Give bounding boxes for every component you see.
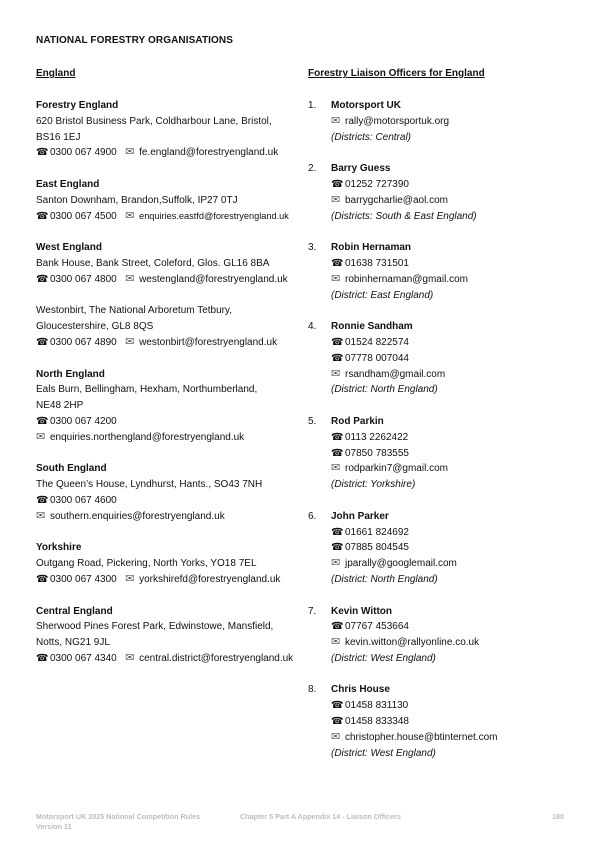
forestry-organisations-column — [36, 66, 296, 682]
org-email-link[interactable]: southern.enquiries@forestryengland.uk — [50, 510, 225, 522]
org-north-england — [36, 367, 296, 446]
org-address-line: Westonbirt, The National Arboretum Tetbury, — [36, 305, 233, 317]
org-phone: 0300 067 4340 — [50, 652, 117, 664]
officer-name: Rod Parkin — [331, 415, 384, 427]
officer-email-line — [331, 461, 578, 477]
officer-name: Motorsport UK — [331, 100, 401, 111]
phone-icon: ☎ — [36, 652, 49, 664]
officer-name: Kevin Witton — [331, 605, 393, 617]
phone-icon: ☎ — [36, 415, 49, 427]
org-contact-line — [36, 572, 296, 588]
officer-phone-line — [331, 177, 578, 193]
officer-entry — [308, 240, 578, 303]
org-contact-line — [36, 272, 296, 288]
org-central-england — [36, 604, 296, 667]
officer-email-link[interactable]: rsandham@gmail.com — [345, 368, 446, 380]
phone-icon: ☎ — [331, 526, 344, 538]
org-address-line: Gloucestershire, GL8 8QS — [36, 321, 154, 333]
org-address-line: Outgang Road, Pickering, North Yorks, YO18 7EL — [36, 558, 257, 570]
phone-icon: ☎ — [331, 621, 344, 633]
officer-phone: 01458 831130 — [345, 700, 409, 712]
org-email-line — [36, 430, 296, 446]
org-name: Central England — [36, 605, 113, 617]
officer-entry — [308, 682, 578, 761]
mail-icon: ✉ — [125, 651, 135, 664]
org-name: West England — [36, 242, 102, 254]
org-address-line: The Queen’s House, Lyndhurst, Hants., SO43 7NH — [36, 479, 263, 491]
phone-icon: ☎ — [331, 431, 344, 443]
mail-icon: ✉ — [331, 462, 341, 475]
officer-number: 6. — [308, 510, 317, 522]
mail-icon: ✉ — [331, 557, 341, 570]
officer-email-link[interactable]: kevin.witton@rallyonline.co.uk — [345, 637, 480, 649]
officer-email-link[interactable]: christopher.house@btinternet.com — [345, 731, 498, 743]
officer-entry — [308, 319, 578, 398]
officer-entry — [308, 509, 578, 588]
org-west-england — [36, 240, 296, 287]
org-email-link[interactable]: yorkshirefd@forestryengland.uk — [139, 573, 281, 585]
officer-district: (District: North England) — [331, 573, 438, 585]
org-address-line: 620 Bristol Business Park, Coldharbour Lane, Bristol, — [36, 115, 272, 127]
org-phone: 0300 067 4890 — [50, 336, 117, 348]
phone-icon: ☎ — [331, 447, 344, 459]
phone-icon: ☎ — [36, 336, 49, 348]
officer-phone-line — [331, 714, 578, 730]
officer-number: 3. — [308, 242, 317, 254]
officer-name: Ronnie Sandham — [331, 321, 413, 333]
mail-icon: ✉ — [331, 193, 341, 206]
officer-phone-line — [331, 256, 578, 272]
officer-email-link[interactable]: rodparkin7@gmail.com — [345, 463, 448, 475]
phone-icon: ☎ — [36, 573, 49, 585]
mail-icon: ✉ — [331, 114, 341, 127]
org-address-line: Bank House, Bank Street, Coleford, Glos. GL16 8BA — [36, 257, 270, 269]
officer-district: (District: East England) — [331, 289, 434, 301]
org-name: East England — [36, 178, 100, 190]
phone-icon: ☎ — [331, 700, 344, 712]
org-phone: 0300 067 4500 — [50, 210, 117, 222]
org-contact-line — [36, 335, 296, 351]
org-email-link[interactable]: central.district@forestryengland.uk — [139, 652, 294, 664]
phone-icon: ☎ — [331, 716, 344, 728]
org-phone-line — [36, 493, 296, 509]
officer-name: Robin Hernaman — [331, 242, 412, 254]
officer-district: (District: West England) — [331, 652, 436, 664]
phone-icon: ☎ — [331, 178, 344, 190]
org-email-link[interactable]: westengland@forestryengland.uk — [139, 273, 288, 285]
officer-phone: 07850 783555 — [345, 447, 409, 459]
officer-name: John Parker — [331, 510, 389, 522]
phone-icon: ☎ — [36, 273, 49, 285]
mail-icon: ✉ — [331, 367, 341, 380]
phone-icon: ☎ — [36, 210, 49, 222]
org-phone: 0300 067 4800 — [50, 273, 117, 285]
officer-phone-line — [331, 446, 578, 462]
phone-icon: ☎ — [331, 352, 344, 364]
officer-email-line — [331, 635, 578, 651]
officer-district: (Districts: Central) — [331, 131, 412, 143]
footer-left — [36, 812, 200, 832]
org-phone: 0300 067 4300 — [50, 573, 117, 585]
officer-entry — [308, 414, 578, 493]
officer-phone: 07885 804545 — [345, 542, 409, 554]
org-contact-line — [36, 651, 296, 667]
officer-phone: 0113 2262422 — [345, 431, 409, 443]
mail-icon: ✉ — [331, 272, 341, 285]
mail-icon: ✉ — [125, 146, 135, 159]
officer-number: 5. — [308, 415, 317, 427]
officer-phone-line — [331, 351, 578, 367]
officer-email-line — [331, 193, 578, 209]
liaison-officers-column — [308, 66, 578, 777]
footer-rules-title: Motorsport UK 2025 National Competition Rules — [36, 812, 201, 821]
mail-icon: ✉ — [125, 572, 135, 585]
org-name: North England — [36, 368, 105, 380]
officer-email-line — [331, 556, 578, 572]
officer-phone: 07778 007044 — [345, 352, 409, 364]
footer-page-number: 180 — [552, 812, 564, 821]
officer-number: 7. — [308, 605, 317, 617]
officer-phone: 01252 727390 — [345, 178, 409, 190]
officer-email-link[interactable]: rally@motorsportuk.org — [345, 115, 450, 127]
mail-icon: ✉ — [36, 430, 46, 443]
org-address-line: Santon Downham, Brandon,Suffolk, IP27 0TJ — [36, 194, 238, 206]
officer-email-line — [331, 367, 578, 383]
phone-icon: ☎ — [331, 542, 344, 554]
footer-chapter: Chapter 5 Part A Appendix 14 - Liaison Officers — [240, 812, 401, 821]
org-address-line: BS16 1EJ — [36, 131, 81, 143]
officer-phone-line — [331, 335, 578, 351]
org-east-england — [36, 177, 296, 224]
org-contact-line — [36, 209, 296, 225]
officer-number: 1. — [308, 100, 317, 111]
officer-email-link[interactable]: barrygcharlie@aol.com — [345, 194, 448, 206]
org-westonbirt — [36, 303, 296, 350]
mail-icon: ✉ — [331, 636, 341, 649]
officer-district: (District: North England) — [331, 384, 438, 396]
org-name: Yorkshire — [36, 542, 82, 554]
officer-entry — [308, 98, 578, 145]
mail-icon: ✉ — [331, 730, 341, 743]
officer-phone: 01638 731501 — [345, 257, 409, 269]
mail-icon: ✉ — [125, 335, 135, 348]
officer-number: 8. — [308, 684, 317, 696]
officer-email-line — [331, 730, 578, 746]
org-name: Forestry England — [36, 100, 119, 111]
england-heading: England — [36, 68, 76, 79]
org-address-line: NE48 2HP — [36, 400, 84, 412]
phone-icon: ☎ — [331, 336, 344, 348]
officer-district: (District: Yorkshire) — [331, 479, 416, 491]
officer-number: 4. — [308, 321, 317, 333]
mail-icon: ✉ — [125, 209, 135, 222]
officer-name: Chris House — [331, 684, 390, 696]
phone-icon: ☎ — [36, 494, 49, 506]
officer-email-line — [331, 114, 578, 130]
officer-phone-line — [331, 430, 578, 446]
org-email-link[interactable]: enquiries.northengland@forestryengland.uk — [50, 431, 245, 443]
org-south-england — [36, 461, 296, 524]
org-phone: 0300 067 4600 — [50, 494, 117, 506]
officer-email-link[interactable]: robinhernaman@gmail.com — [345, 273, 468, 285]
officer-phone-line — [331, 525, 578, 541]
org-yorkshire — [36, 540, 296, 587]
org-email-link[interactable]: westonbirt@forestryengland.uk — [139, 336, 278, 348]
officer-phone-line — [331, 540, 578, 556]
officer-phone: 01524 822574 — [345, 336, 409, 348]
org-contact-line — [36, 145, 296, 161]
liaison-officers-heading: Forestry Liaison Officers for England — [308, 68, 485, 79]
officer-district: (Districts: South & East England) — [331, 210, 477, 222]
org-phone-line — [36, 414, 296, 430]
page-title: NATIONAL FORESTRY ORGANISATIONS — [36, 35, 233, 46]
org-email-line — [36, 509, 296, 525]
org-forestry-england — [36, 98, 296, 161]
officer-email-line — [331, 272, 578, 288]
officer-entry — [308, 604, 578, 667]
phone-icon: ☎ — [331, 257, 344, 269]
officer-number: 2. — [308, 163, 317, 175]
org-name: South England — [36, 463, 107, 475]
officer-entry — [308, 161, 578, 224]
org-email-link[interactable]: enquiries.eastfd@forestryengland.uk — [139, 210, 289, 221]
officer-phone: 01661 824692 — [345, 526, 409, 538]
org-email-link[interactable]: fe.england@forestryengland.uk — [139, 147, 279, 159]
org-phone: 0300 067 4900 — [50, 147, 117, 159]
officer-name: Barry Guess — [331, 163, 391, 175]
phone-icon: ☎ — [36, 147, 49, 159]
org-address-line: Notts, NG21 9JL — [36, 637, 110, 649]
officer-phone-line — [331, 698, 578, 714]
officer-phone: 01458 833348 — [345, 716, 409, 728]
org-phone: 0300 067 4200 — [50, 415, 117, 427]
officer-phone-line — [331, 619, 578, 635]
footer-version: Version 11 — [36, 822, 72, 831]
officer-district: (District: West England) — [331, 747, 436, 759]
mail-icon: ✉ — [36, 509, 46, 522]
mail-icon: ✉ — [125, 272, 135, 285]
officer-email-link[interactable]: jparally@googlemail.com — [345, 558, 457, 570]
officer-phone: 07767 453664 — [345, 621, 409, 633]
org-address-line: Sherwood Pines Forest Park, Edwinstowe, Mansfield, — [36, 621, 274, 633]
org-address-line: Eals Burn, Bellingham, Hexham, Northumberland, — [36, 384, 258, 396]
